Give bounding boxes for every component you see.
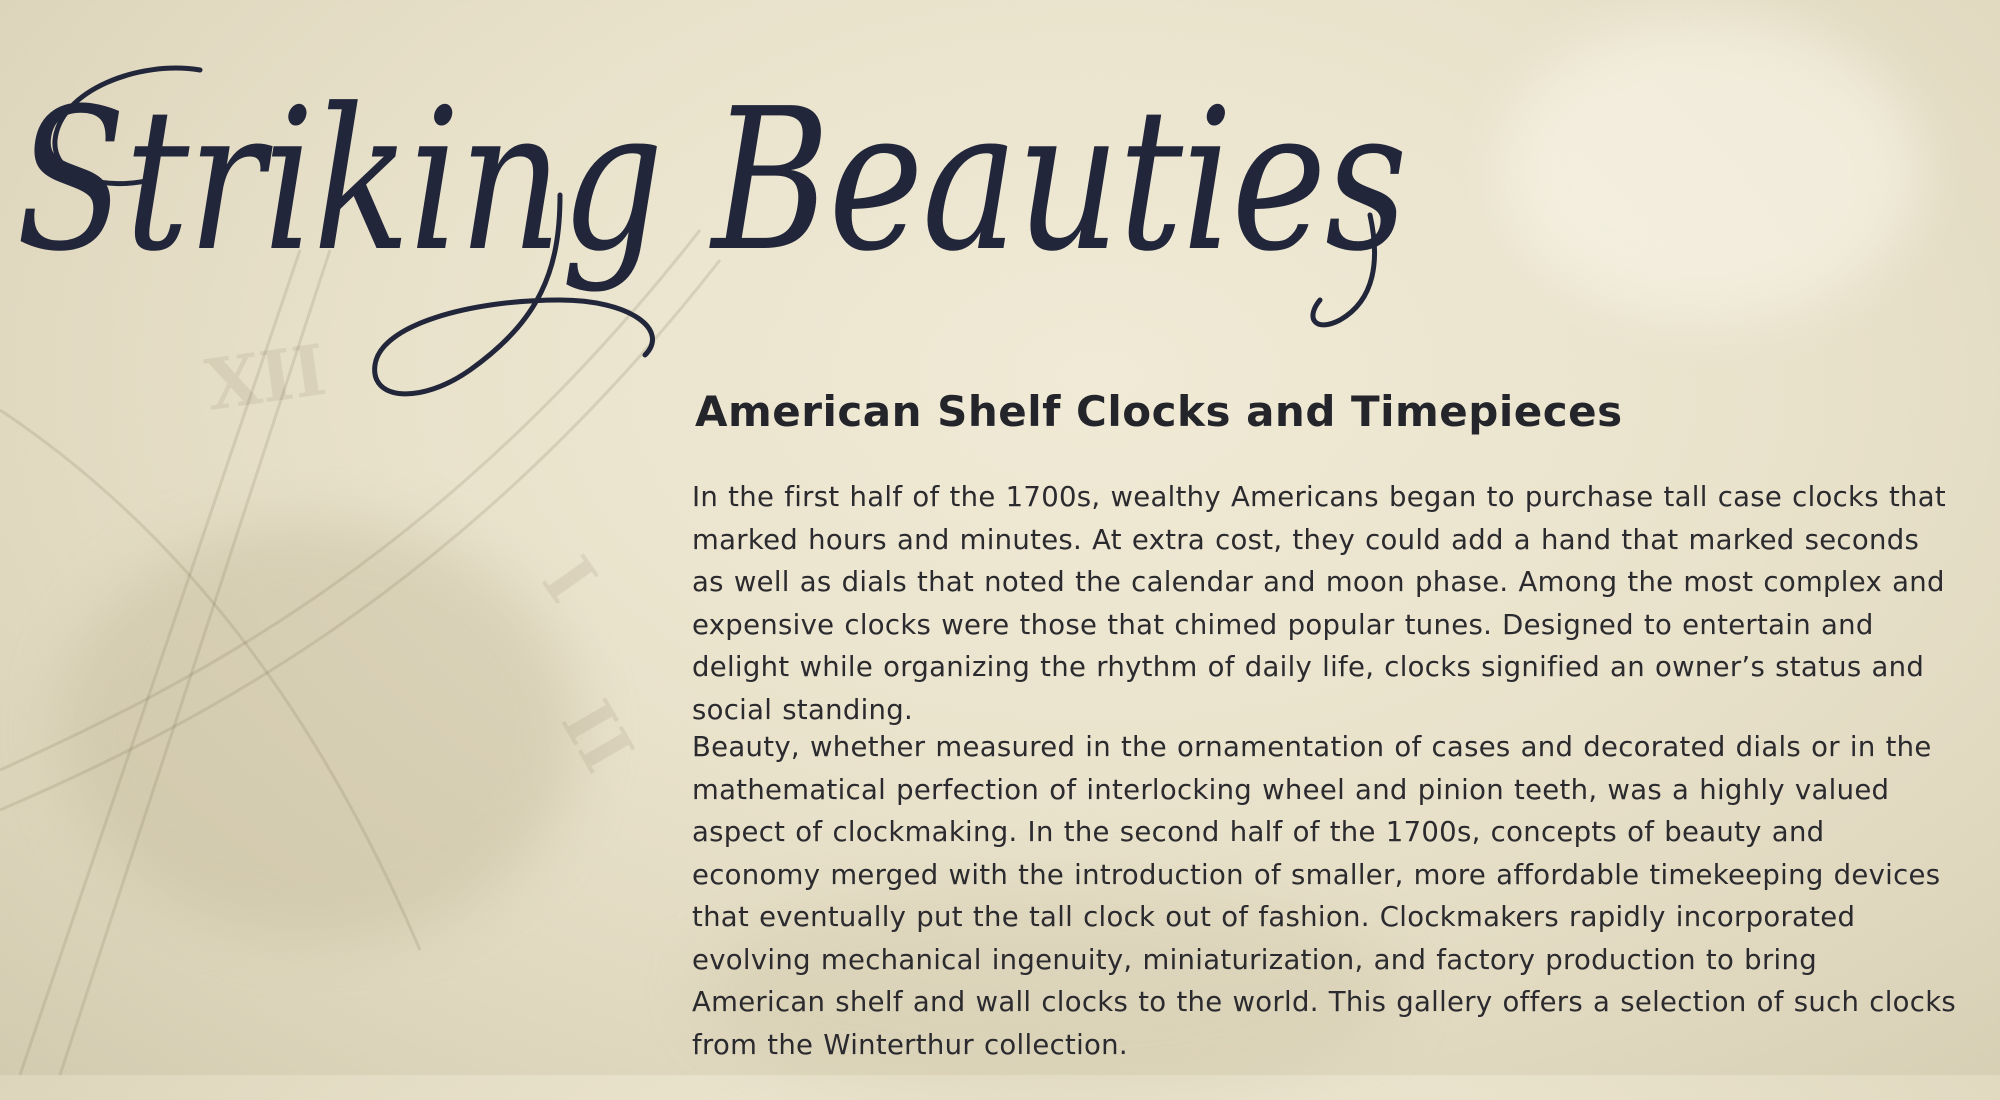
svg-text:II: II — [545, 687, 650, 786]
title-graphic — [0, 0, 1440, 420]
subtitle: American Shelf Clocks and Timepieces — [695, 387, 1623, 436]
body-paragraph-1: In the first half of the 1700s, wealthy Americans began to purchase tall case clocks that marked hours and minutes. At extra cost, they could add a hand that marked seconds as well as dials that noted the calendar and moon phase. Among the most complex and expensive clocks were those that chimed popular tunes. Designed to entertain and delight while organizing the rhythm of daily life, clocks signified an owner’s status and social standing. — [692, 481, 1946, 726]
page-title: Striking Beauties — [16, 67, 1406, 295]
body-paragraph-2: Beauty, whether measured in the ornamentation of cases and decorated dials or in the mathematical perfection of interlocking wheel and pinion teeth, was a highly valued aspect of clockmaking. In the second half of the 1700s, concepts of beauty and economy merged with the introduction of smaller, more affordable timekeeping devices that eventually put the tall clock out of fashion. Clockmakers rapidly incorporated evolving mechanical ingenuity, miniaturization, and factory production to bring American shelf and wall clocks to the world. This gallery offers a selection of such clocks from the Winterthur collection. — [692, 731, 1957, 1061]
svg-text:XII: XII — [200, 327, 332, 427]
svg-text:I: I — [526, 542, 613, 617]
background-stain — [60, 520, 580, 940]
background-stain — [1500, 20, 1920, 320]
